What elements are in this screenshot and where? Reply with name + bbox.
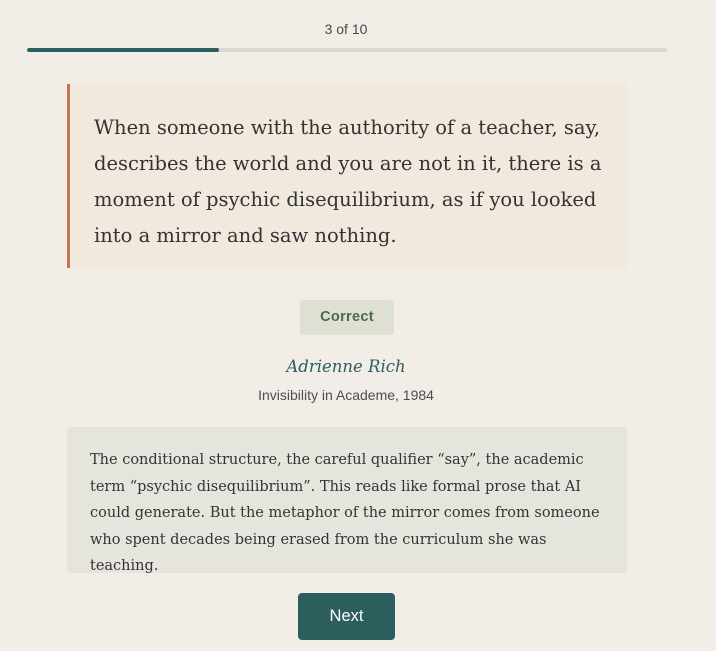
result-badge: Correct <box>300 300 394 335</box>
progress-bar <box>27 48 667 52</box>
explanation-card <box>67 427 627 573</box>
progress-counter: 3 of 10 <box>324 21 368 37</box>
quote-text: When someone with the authority of a teacher, say, describes the world and you are not in it, there is a moment of psychic disequilibrium, as if you looked into a mirror and saw nothing. <box>94 116 602 247</box>
explanation-text: The conditional structure, the careful qualifier “say”, the academic term “psychic disequilibrium”. This reads like formal prose that AI could generate. But the metaphor of the mirror comes from someone who spent decades being erased from the curriculum she was teaching. <box>90 452 600 574</box>
quote-card <box>67 84 627 268</box>
source-line: Invisibility in Academe, 1984 <box>258 387 434 403</box>
progress-bar-fill <box>27 48 219 52</box>
next-button[interactable]: Next <box>298 593 395 640</box>
author-name: Adrienne Rich <box>286 357 406 376</box>
